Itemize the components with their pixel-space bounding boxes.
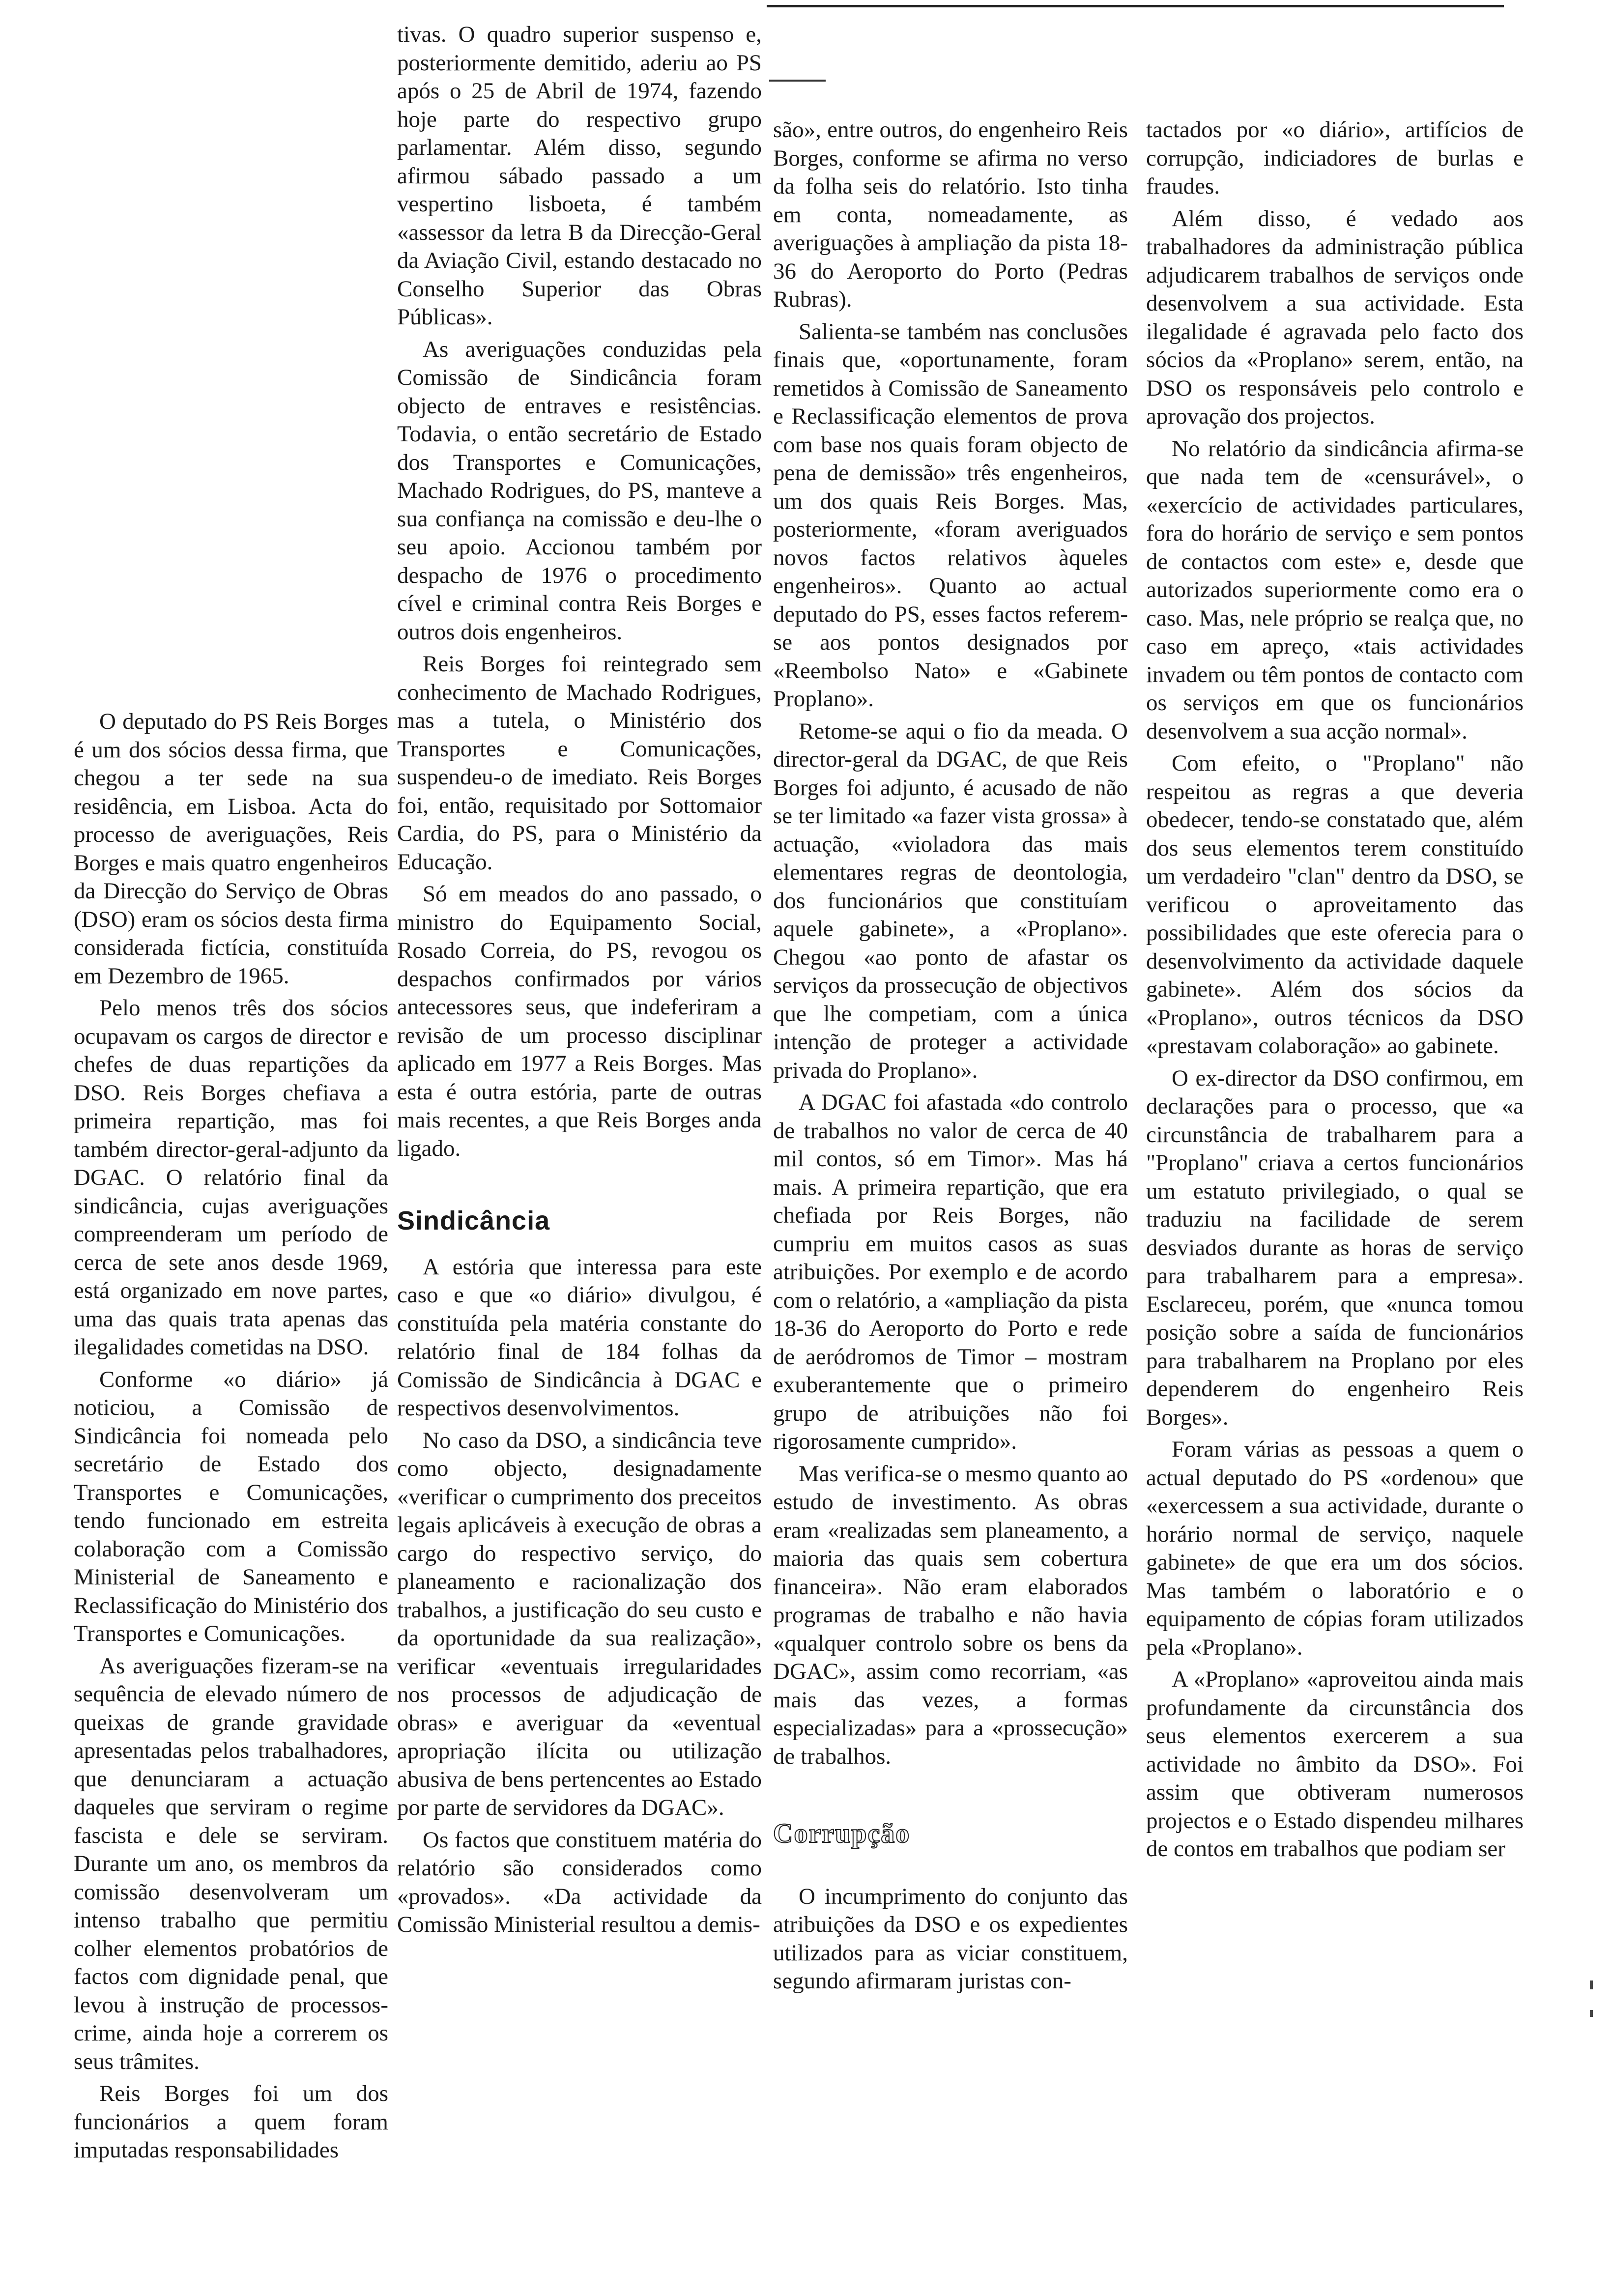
- article-column-4: [1146, 116, 1524, 1867]
- article-paragraph: Com efeito, o "Proplano" não respeitou as regras a que deveria obedecer, tendo-se constatado que, além dos seus elementos terem constituído um verdadeiro "clan" dentro da DSO, se verificou o aproveitamento das possibilidades que este oferecia para o desenvolvimento da actividade daquele gabinete». Além dos sócios da «Proplano», outros técnicos da DSO «prestavam colaboração» ao gabinete.: [1146, 750, 1524, 1059]
- article-paragraph: As averiguações conduzidas pela Comissão de Sindicância foram objecto de entraves e resistências. Todavia, o então secretário de Estado dos Transportes e Comunicações, Machado Rodrigues, do PS, manteve a sua confiança na comissão e deu-lhe o seu apoio. Accionou também por despacho de 1976 o procedimento cível e criminal contra Reis Borges e outros dois engenheiros.: [397, 336, 762, 645]
- article-paragraph: A estória que interessa para este caso e que «o diário» divulgou, é constituída pela matéria constante do relatório final de 184 folhas da Comissão de Sindicância à DGAC e respectivos desenvolvimentos.: [397, 1254, 762, 1421]
- article-paragraph: tactados por «o diário», artifícios de corrupção, indiciadores de burlas e fraudes.: [1146, 117, 1524, 199]
- article-paragraph: As averiguações fizeram-se na sequência de elevado número de queixas de grande gravidade apresentadas pelos trabalhadores, que denunciaram a actuação daqueles que serviram o regime fascista e dele se serviram. Durante um ano, os membros da comissão desenvolveram um intenso trabalho que permitiu colher elementos probatórios de factos com dignidade penal, que levou à instrução de processos-crime, ainda hoje a correrem os seus trâmites.: [74, 1653, 388, 2074]
- column-3-part-b: [773, 1883, 1128, 1996]
- article-paragraph: No caso da DSO, a sindicância teve como objecto, designadamente «verificar o cumprimento dos preceitos legais aplicáveis à execução de obras a cargo do respectivo serviço, do planeamento e racionalização dos trabalhos, a justificação do seu custo e da oportunidade da sua realização», verificar «eventuais irregularidades nos processos de adjudicação de obras» e averiguar da «eventual apropriação ilícita ou utilização abusiva de bens pertencentes ao Estado por parte de servidores da DGAC».: [397, 1427, 762, 1820]
- column-3-part-a: [773, 116, 1128, 1771]
- article-column-2: [397, 21, 762, 1943]
- section-heading-corrupcao: Corrupção: [773, 1818, 911, 1849]
- article-paragraph: Reis Borges foi um dos funcionários a quem foram imputadas responsabilidades: [74, 2081, 388, 2163]
- article-paragraph: Os factos que constituem matéria do relatório são considerados como «provados». «Da actividade da Comissão Ministerial resultou a demis-: [397, 1827, 762, 1937]
- column-2-part-a: [397, 21, 762, 1163]
- article-paragraph: O incumprimento do conjunto das atribuições da DSO e os expedientes utilizados para as viciar constituem, segundo afirmaram juristas con-: [773, 1883, 1128, 1994]
- column-2-part-b: [397, 1253, 762, 1939]
- article-paragraph: Retome-se aqui o fio da meada. O director-geral da DGAC, de que Reis Borges foi adjunto, é acusado de não se ter limitado «a fazer vista grossa» à actuação, «violadora das mais elementares regras de deontologia, dos funcionários que constituíam aquele gabinete», a «Proplano». Chegou «ao ponto de afastar os serviços da prossecução de objectivos que lhe competiam, com a única intenção de proteger a actividade privada do Proplano».: [773, 718, 1128, 1083]
- article-paragraph: Salienta-se também nas conclusões finais que, «oportunamente, foram remetidos à Comissão de Saneamento e Reclassificação elementos de prova com base nos quais foram objecto de pena de demissão» três engenheiros, um dos quais Reis Borges. Mas, posteriormente, «foram averiguados novos factos relativos àqueles engenheiros». Quanto ao actual deputado do PS, esses factos referem-se aos pontos designados por «Reembolso Nato» e «Gabinete Proplano».: [773, 318, 1128, 712]
- article-paragraph: A DGAC foi afastada «do controlo de trabalhos no valor de cerca de 40 mil contos, só em Timor». Mas há mais. A primeira repartição, que era chefiada por Reis Borges, não cumpriu em muitos casos as suas atribuições. Por exemplo e de acordo com o relatório, a «ampliação da pista 18-36 do Aeroporto do Porto e rede de aeródromos de Timor – mostram exuberantemente que o primeiro grupo de atribuições não foi rigorosamente cumprido».: [773, 1090, 1128, 1454]
- article-paragraph: Pelo menos três dos sócios ocupavam os cargos de director e chefes de duas repartições da DSO. Reis Borges chefiava a primeira repartição, mas foi também director-geral-adjunto da DGAC. O relatório final da sindicância, cujas averiguações compreenderam um período de cerca de sete anos desde 1969, está organizado em nove partes, uma das quais trata apenas das ilegalidades cometidas na DSO.: [74, 995, 388, 1360]
- article-paragraph: Conforme «o diário» já noticiou, a Comissão de Sindicância foi nomeada pelo secretário de Estado dos Transportes e Comunicações, tendo funcionado em estreita colaboração com a Comissão Ministerial de Saneamento e Reclassificação do Ministério dos Transportes e Comunicações.: [74, 1366, 388, 1646]
- article-column-3: [773, 116, 1128, 2000]
- column-rule: [769, 80, 826, 82]
- article-column-1: [74, 708, 388, 2169]
- article-paragraph: são», entre outros, do engenheiro Reis Borges, conforme se afirma no verso da folha seis do relatório. Isto tinha em conta, nomeadamente, as averiguações à ampliação da pista 18-36 do Aeroporto do Porto (Pedras Rubras).: [773, 117, 1128, 312]
- article-paragraph: Foram várias as pessoas a quem o actual deputado do PS «ordenou» que «exercessem a sua actividade, durante o horário normal de serviço, naquele gabinete» de que era um dos sócios. Mas também o laboratório e o equipamento de cópias foram utilizados pela «Proplano».: [1146, 1436, 1524, 1660]
- article-paragraph: Reis Borges foi reintegrado sem conhecimento de Machado Rodrigues, mas a tutela, o Ministério dos Transportes e Comunicações, suspendeu-o de imediato. Reis Borges foi, então, requisitado por Sottomaior Cardia, do PS, para o Ministério da Educação.: [397, 651, 762, 875]
- top-rule: [767, 5, 1504, 7]
- article-paragraph: A «Proplano» «aproveitou ainda mais profundamente da circunstância dos seus elementos exercerem a sua actividade no âmbito da DSO». Foi assim que obtiveram numerosos projectos e o Estado dispendeu milhares de contos em trabalhos que podiam ser: [1146, 1666, 1524, 1862]
- article-paragraph: O deputado do PS Reis Borges é um dos sócios dessa firma, que chegou a ter sede na sua residência, em Lisboa. Acta do processo de averiguações, Reis Borges e mais quatro engenheiros da Direcção do Serviço de Obras (DSO) eram os sócios desta firma considerada fictícia, constituída em Dezembro de 1965.: [74, 709, 388, 989]
- article-paragraph: tivas. O quadro superior suspenso e, posteriormente demitido, aderiu ao PS após o 25 de Abril de 1974, fazendo hoje parte do respectivo grupo parlamentar. Além disso, segundo afirmou sábado passado a um vespertino lisboeta, é também «assessor da letra B da Direcção-Geral da Aviação Civil, estando destacado no Conselho Superior das Obras Públicas».: [397, 22, 762, 330]
- article-paragraph: Além disso, é vedado aos trabalhadores da administração pública adjudicarem trabalhos de serviços onde desenvolvem a sua actividade. Esta ilegalidade é agravada pelo facto dos sócios da «Proplano» serem, então, na DSO os responsáveis pelo controlo e aprovação dos projectos.: [1146, 205, 1524, 429]
- scan-mark: [1590, 2010, 1593, 2017]
- article-paragraph: Só em meados do ano passado, o ministro do Equipamento Social, Rosado Correia, do PS, revogou os despachos confirmados por vários antecessores seus, que indeferiram a revisão de um processo disciplinar aplicado em 1977 a Reis Borges. Mas esta é outra estória, parte de outras mais recentes, a que Reis Borges anda ligado.: [397, 881, 762, 1161]
- article-paragraph: Mas verifica-se o mesmo quanto ao estudo de investimento. As obras eram «realizadas sem planeamento, a maioria das quais sem cobertura financeira». Não eram elaborados programas de trabalho e não havia «qualquer controlo sobre os bens da DGAC», assim como recorriam, «as mais das vezes, a formas especializadas» para a «prossecução» de trabalhos.: [773, 1461, 1128, 1769]
- scan-mark: [1590, 1980, 1593, 1989]
- article-paragraph: No relatório da sindicância afirma-se que nada tem de «censurável», o «exercício de actividades particulares, fora do horário de serviço e sem pontos de contactos com este» e, desde que autorizados superiormente como era o caso. Mas, nele próprio se realça que, no caso em apreço, «tais actividades invadem ou têm pontos de contacto com os serviços em que os funcionários desenvolvem a sua acção normal».: [1146, 435, 1524, 744]
- article-paragraph: O ex-director da DSO confirmou, em declarações para o processo, que «a circunstância de trabalharem para a "Proplano" criava a certos funcionários um estatuto privilegiado, o qual se traduziu na facilidade de serem desviados durante as horas de serviço para trabalharem para a empresa». Esclareceu, porém, que «nunca tomou posição sobre a saída de funcionários para trabalharem na Proplano por eles dependerem do engenheiro Reis Borges».: [1146, 1065, 1524, 1430]
- section-heading-sindicancia: Sindicância: [397, 1206, 550, 1235]
